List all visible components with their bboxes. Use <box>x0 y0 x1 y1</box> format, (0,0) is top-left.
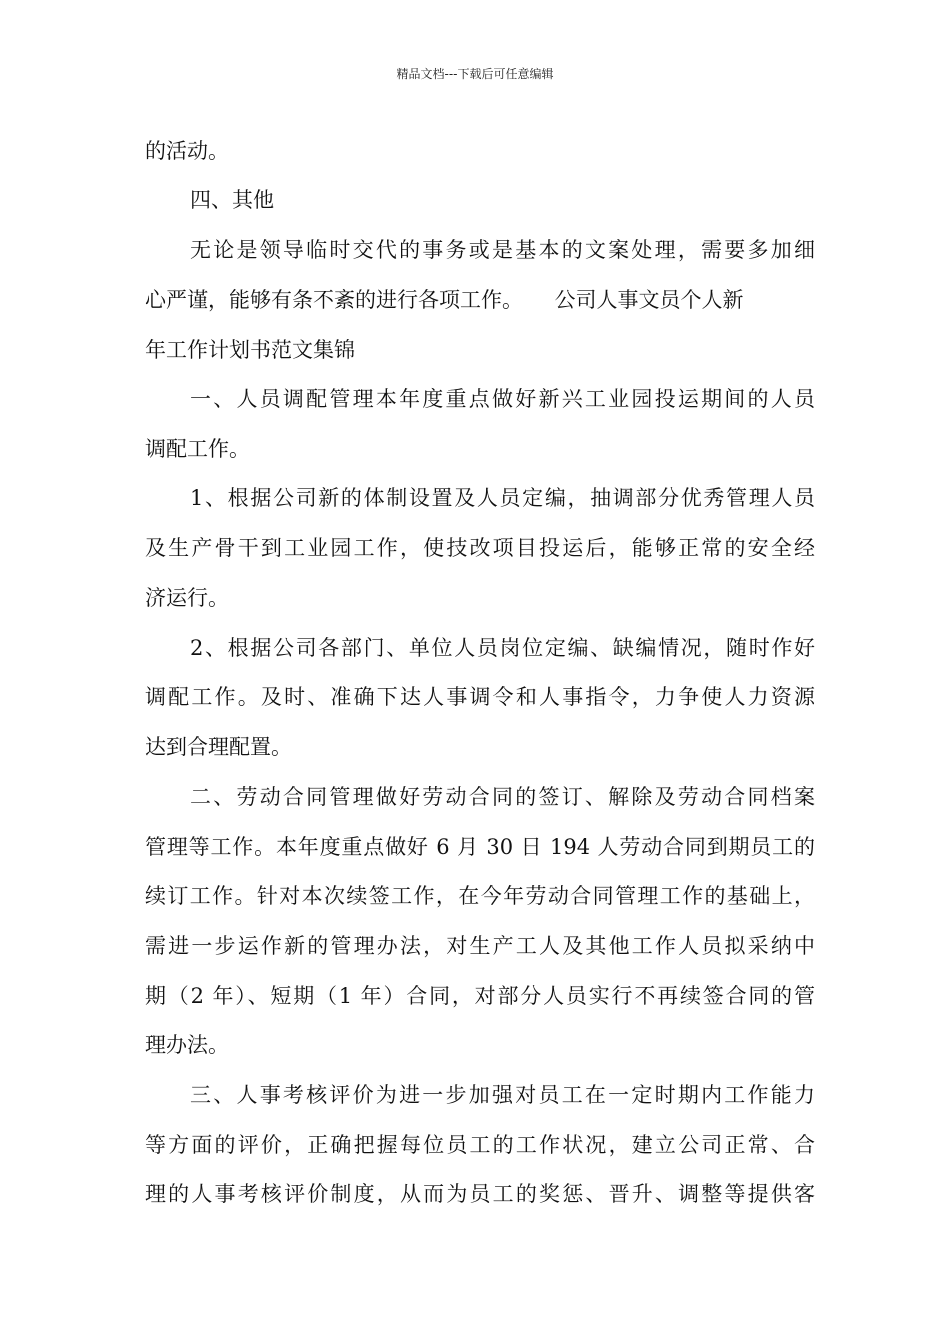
text-line: 调配工作。 <box>145 437 250 461</box>
text-line: 理办法。 <box>145 1033 229 1057</box>
text-line: 无论是领导临时交代的事务或是基本的文案处理，需要多加细 <box>190 238 815 262</box>
text-line: 2、根据公司各部门、单位人员岗位定编、缺编情况，随时作好 <box>190 636 815 660</box>
page-header: 精品文档---下载后可任意编辑 <box>396 67 554 81</box>
text-line: 理的人事考核评价制度，从而为员工的奖惩、晋升、调整等提供客 <box>145 1182 815 1206</box>
section-heading: 二、劳动合同管理做好劳动合同的签订、解除及劳动合同档案 <box>190 785 815 809</box>
text-line: 需进一步运作新的管理办法，对生产工人及其他工作人员拟采纳中 <box>145 934 815 958</box>
text-line: 管理等工作。本年度重点做好 6 月 30 日 194 人劳动合同到期员工的 <box>145 835 815 859</box>
text-line: 续订工作。针对本次续签工作，在今年劳动合同管理工作的基础上， <box>145 884 815 908</box>
section-heading: 四、其他 <box>190 188 274 212</box>
text-line: 及生产骨干到工业园工作，使技改项目投运后，能够正常的安全经 <box>145 536 815 560</box>
text-line: 调配工作。及时、准确下达人事调令和人事指令，力争使人力资源 <box>145 685 815 709</box>
text-line: 达到合理配置。 <box>145 735 292 759</box>
section-heading: 三、人事考核评价为进一步加强对员工在一定时期内工作能力 <box>190 1083 815 1107</box>
text-line: 1、根据公司新的体制设置及人员定编，抽调部分优秀管理人员 <box>190 486 815 510</box>
text-line: 心严谨，能够有条不紊的进行各项工作。 公司人事文员个人新 <box>145 288 744 312</box>
text-line: 济运行。 <box>145 586 229 610</box>
text-line: 的活动。 <box>145 139 229 163</box>
document-title-line: 年工作计划书范文集锦 <box>145 338 355 362</box>
text-line: 等方面的评价，正确把握每位员工的工作状况，建立公司正常、合 <box>145 1133 815 1157</box>
text-line: 期（2 年）、短期（1 年）合同，对部分人员实行不再续签合同的管 <box>145 984 815 1008</box>
section-heading: 一、人员调配管理本年度重点做好新兴工业园投运期间的人员 <box>190 387 815 411</box>
